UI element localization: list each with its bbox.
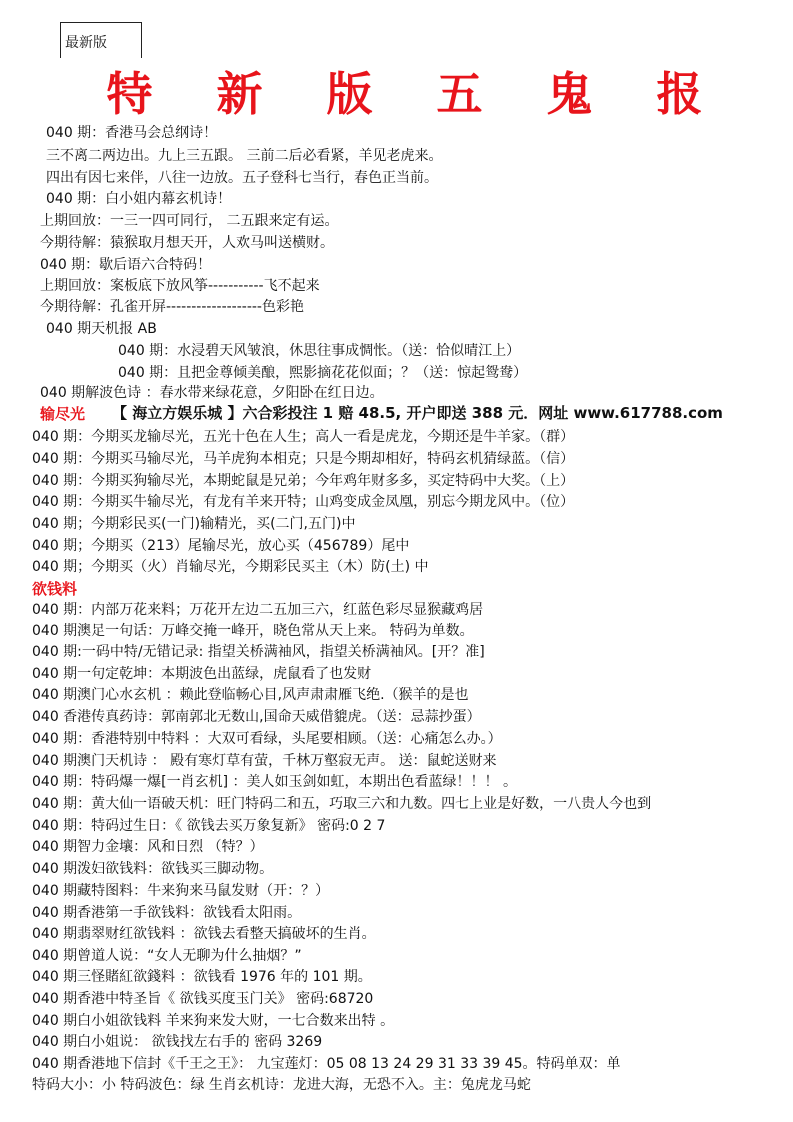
content-line: 040 期智力金壤：风和日烈 （特？） [32, 839, 264, 855]
content-line: 040 期：特码爆一爆[一肖玄机] ：美人如玉剑如虹，本期出色看蓝绿！！！ 。 [32, 774, 517, 790]
content-line: 040 期；今期买（火）肖输尽光，今期彩民买主（木）防(土) 中 [32, 559, 429, 575]
content-line: 040 期香港第一手欲钱料：欲钱看太阳雨。 [32, 905, 302, 921]
content-line: 040 期澳门心水玄机 ：赖此登临畅心目,风声肃肃雁飞绝.（猴羊的是也 [32, 687, 469, 703]
content-line: 040 期：香港马会总纲诗！ [46, 125, 218, 141]
content-line: 040 期白小姐欲钱料 羊来狗来发大财，一七合数来出特 。 [32, 1013, 395, 1029]
content-line: 三不离二两边出。九上三五跟。 三前二后必看紧，羊见老虎来。 [46, 148, 443, 164]
content-line: 040 期曾道人说：“女人无聊为什么抽烟？” [32, 948, 302, 964]
content-line: 040 期香港中特圣旨《 欲钱买度玉门关》 密码:68720 [32, 991, 374, 1007]
content-line: 040 期解波色诗 ：春水带来绿花意，夕阳卧在红日边。 [40, 385, 384, 401]
content-line: 040 期澳足一句话：万峰交掩一峰开，晓色常从天上来。 特码为单数。 [32, 623, 474, 639]
content-line: 040 香港传真药诗：郭南郭北无数山,国命天威借貔虎。（送：忌蒜抄蛋） [32, 709, 481, 725]
content-line: 四出有因七来伴，八往一边放。五子登科七当行，春色正当前。 [46, 170, 438, 186]
content-line: 040 期香港地下信封《千王之王》： 九宝莲灯：05 08 13 24 29 31 33 39 45。特码单双：单 [32, 1056, 621, 1072]
content-line: 040 期：香港特别中特料 ：大双可看绿，头尾要相顾。（送：心痛怎么办。） [32, 731, 502, 747]
content-line: 040 期：白小姐内幕玄机诗！ [46, 191, 232, 207]
version-badge: 最新版 [60, 22, 142, 58]
content-line: 040 期翡翠财红欲钱料 ：欲钱去看整天搞破坏的生肖。 [32, 926, 376, 942]
content-line: 040 期澳门天机诗 ： 殿有寒灯草有萤，千林万壑寂无声。 送：鼠蛇送财来 [32, 753, 497, 769]
content-line: 040 期：今期买马输尽光，马羊虎狗本相克；只是今期却相好，特码玄机猜绿蓝。（信） [32, 451, 575, 467]
content-line: 040 期:一码中特/无错记录: 指望关桥满袖风，指望关桥满袖风。[开？准] [32, 644, 485, 660]
content-line: 040 期：今期买狗输尽光，本期蛇鼠是兄弟；今年鸡年财多多，买定特码中大奖。（上） [32, 473, 575, 489]
content-line: 上期回放：案板底下放风筝-----------飞不起来 [40, 278, 320, 294]
content-line: 040 期一句定乾坤：本期波色出蓝绿，虎鼠看了也发财 [32, 666, 372, 682]
content-line: 040 期：特码过生日：《 欲钱去买万象复新》 密码:0 2 7 [32, 818, 386, 834]
content-line: 040 期三怪賭紅欲錢料 ：欲钱看 1976 年的 101 期。 [32, 969, 372, 985]
content-line: 040 期：水浸碧天风皱浪，休思往事成惆怅。（送：恰似晴江上） [118, 343, 521, 359]
content-line: 040 期泼妇欲钱料：欲钱买三脚动物。 [32, 861, 274, 877]
content-line: 今期待解：孔雀开屏-------------------色彩艳 [40, 299, 304, 315]
ad-banner: 【 海立方娱乐城 】六合彩投注 1 赔 48.5, 开户即送 388 元．网址 www.617788.com [112, 404, 723, 422]
content-line: 040 期藏特图料：牛来狗来马鼠发财（开：？） [32, 883, 330, 899]
content-line: 040 期：黄大仙一语破天机：旺门特码二和五，巧取三六和九数。四七上业是好数，一八贵人今也到 [32, 796, 652, 812]
heading-loss: 输尽光 [40, 405, 86, 423]
content-line: 040 期；今期买（213）尾输尽光，放心买（456789）尾中 [32, 538, 410, 554]
heading-money: 欲钱料 [32, 580, 78, 598]
content-line: 040 期：歇后语六合特码！ [40, 257, 212, 273]
content-line: 040 期天机报 AB [46, 321, 157, 337]
content-line: 040 期：且把金尊倾美酿，煕影摘花花似面；？（送：惊起鸳鸯） [118, 365, 528, 381]
content-line: 040 期：今期买牛输尽光，有龙有羊来开特；山鸡变成金凤凰，别忘今期龙风中。（位） [32, 494, 575, 510]
content-line: 上期回放：一三一四可同行， 二五跟来定有运。 [40, 213, 339, 229]
content-line: 040 期：今期买龙输尽光，五光十色在人生；高人一看是虎龙，今期还是牛羊家。（群） [32, 429, 575, 445]
content-line: 今期待解：猿猴取月想天开，人欢马叫送横财。 [40, 235, 334, 251]
content-line: 特码大小：小 特码波色：绿 生肖玄机诗：龙进大海，无恐不入。主：兔虎龙马蛇 [32, 1077, 531, 1093]
content-line: 040 期；今期彩民买(一门)输精光，买(二门,五门)中 [32, 516, 356, 532]
page-title: 特 新 版 五 鬼 报 [106, 67, 727, 121]
content-line: 040 期：内部万花来料；万花开左边二五加三六，红蓝色彩尽显猴藏鸡居 [32, 602, 484, 618]
content-line: 040 期白小姐说： 欲钱找左右手的 密码 3269 [32, 1034, 323, 1050]
